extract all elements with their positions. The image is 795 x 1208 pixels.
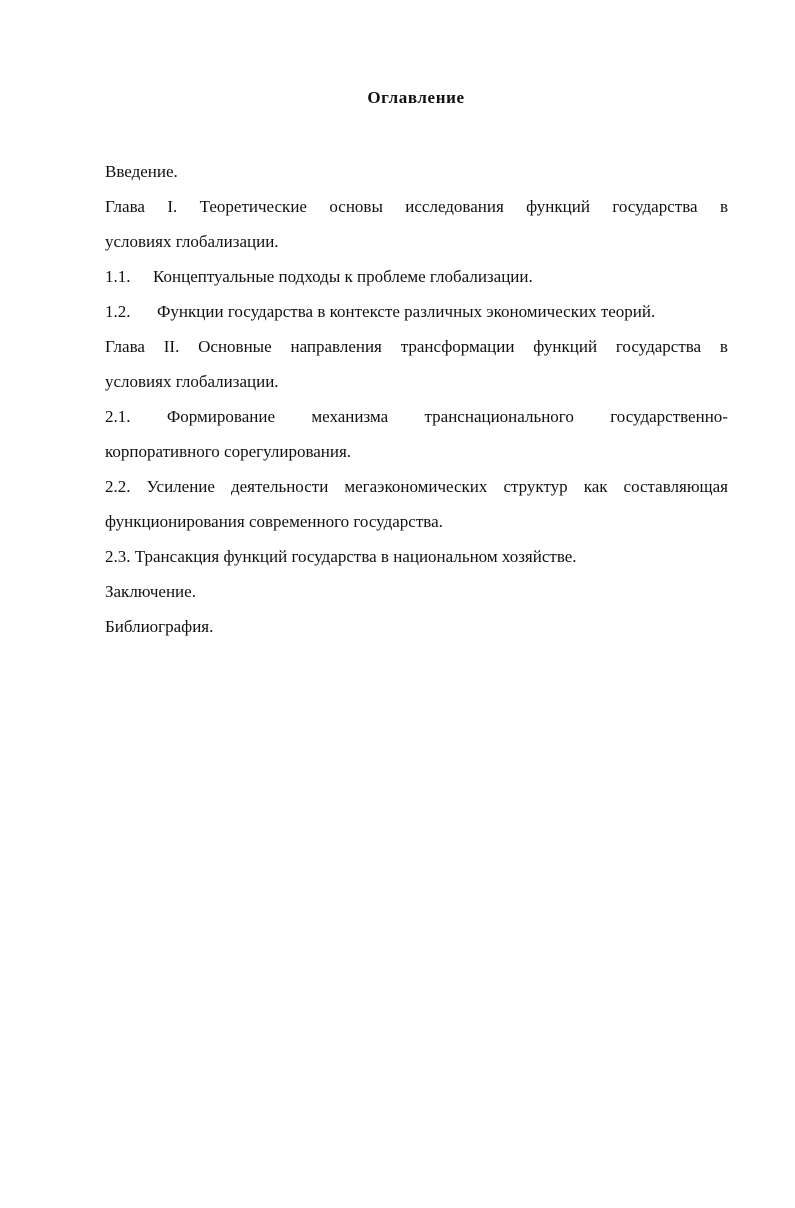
section-2-2-word: Усиление (146, 477, 215, 496)
toc-entry-section-2-2-line-2: функционирования современного государства. (105, 512, 443, 531)
chapter-2-word: Глава (105, 337, 145, 356)
section-number: 1.1. (105, 267, 131, 286)
chapter-1-word: в (719, 197, 728, 216)
toc-entry-chapter-2-line-1 (105, 329, 728, 364)
chapter-1-word: I. (167, 197, 178, 216)
section-title: Концептуальные подходы к проблеме глобализации. (153, 267, 533, 286)
section-2-2-word: структур (503, 477, 568, 496)
table-of-contents (105, 154, 728, 644)
toc-title: Оглавление (367, 88, 465, 107)
chapter-1-word: исследования (405, 197, 504, 216)
section-title: Функции государства в контексте различных экономических теорий. (157, 302, 656, 321)
toc-entry-introduction: Введение. (105, 162, 178, 181)
chapter-2-word: трансформации (400, 337, 515, 356)
section-2-1-word: Формирование (166, 407, 275, 426)
toc-entry-chapter-2-line-2: условиях глобализации. (105, 372, 279, 391)
section-2-2-word: как (583, 477, 608, 496)
chapter-1-word: функций (526, 197, 590, 216)
chapter-2-word: в (719, 337, 728, 356)
section-2-2-word: 2.2. (105, 477, 131, 496)
chapter-2-word: II. (163, 337, 180, 356)
toc-entry-section-1-1 (105, 259, 728, 294)
chapter-1-word: основы (329, 197, 383, 216)
chapter-1-word: государства (612, 197, 698, 216)
chapter-2-word: функций (533, 337, 598, 356)
toc-entry-chapter-1-line-1 (105, 189, 728, 224)
section-2-2-word: деятельности (230, 477, 329, 496)
toc-entry-section-2-2-line-1 (105, 469, 728, 504)
chapter-1-word: Глава (105, 197, 145, 216)
chapter-2-word: направления (290, 337, 382, 356)
section-2-1-word: государственно- (610, 407, 728, 426)
section-number: 1.2. (105, 302, 131, 321)
section-2-1-word: механизма (311, 407, 389, 426)
section-2-2-word: мегаэкономических (344, 477, 488, 496)
chapter-2-word: государства (615, 337, 702, 356)
chapter-2-word: Основные (198, 337, 272, 356)
section-2-1-word: 2.1. (105, 407, 131, 426)
section-2-1-word: транснационального (424, 407, 574, 426)
chapter-1-word: Теоретические (199, 197, 307, 216)
section-2-2-word: составляющая (623, 477, 728, 496)
toc-entry-conclusion: Заключение. (105, 582, 196, 601)
toc-entry-bibliography: Библиография. (105, 617, 214, 636)
toc-entry-chapter-1-line-2: условиях глобализации. (105, 232, 279, 251)
toc-entry-section-1-2 (105, 294, 728, 329)
toc-entry-section-2-1-line-1 (105, 399, 728, 434)
toc-entry-section-2-3: 2.3. Трансакция функций государства в национальном хозяйстве. (105, 547, 577, 566)
toc-entry-section-2-1-line-2: корпоративного сорегулирования. (105, 442, 352, 461)
